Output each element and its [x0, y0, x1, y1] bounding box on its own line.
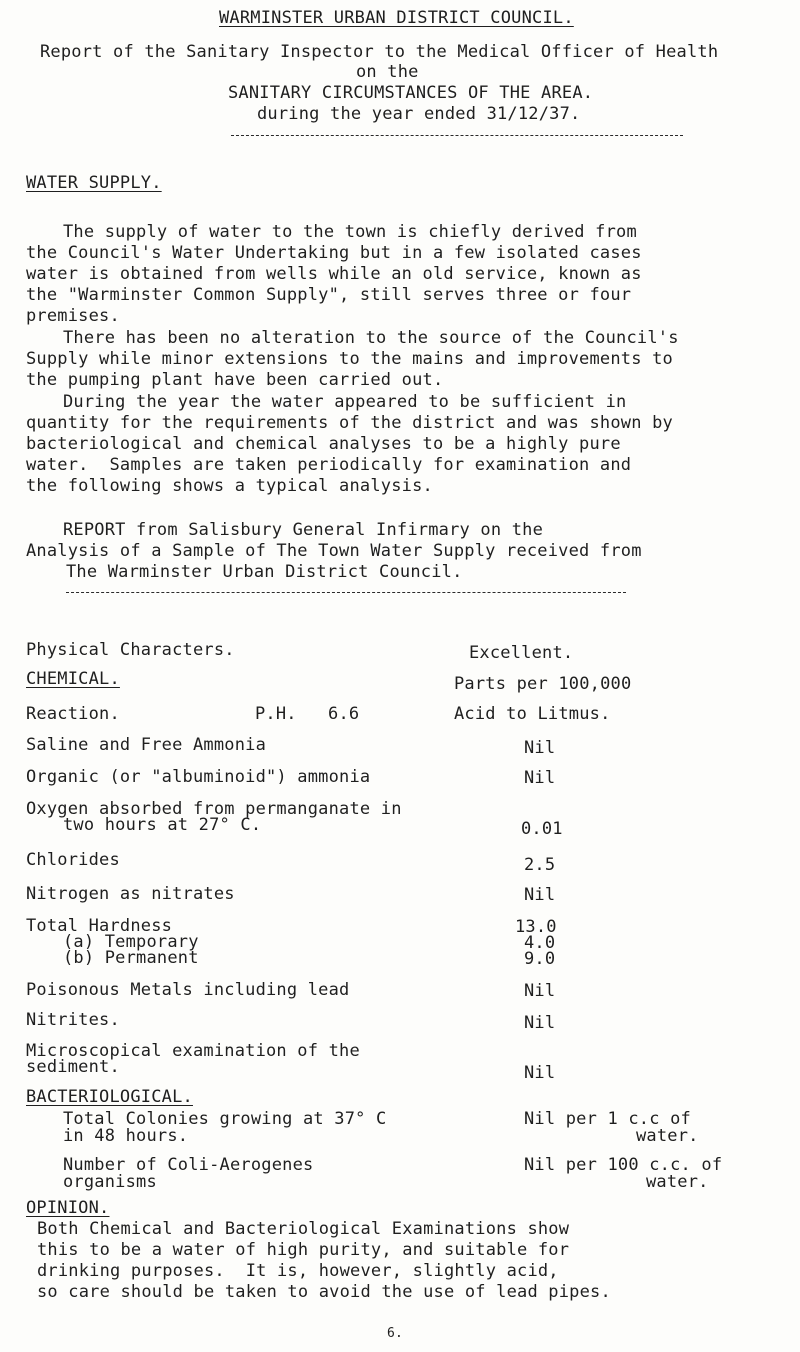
paragraph-1-line: the Council's Water Undertaking but in a few isolated cases: [26, 243, 642, 263]
hardness-permanent-label: (b) Permanent: [63, 947, 199, 968]
report-title-line-3: SANITARY CIRCUMSTANCES OF THE AREA.: [228, 83, 594, 103]
analysis-intro-line: Analysis of a Sample of The Town Water Supply received from: [26, 541, 642, 561]
hardness-temporary-label: (a) Temporary: [63, 931, 199, 952]
analysis-row-value: Nil: [524, 981, 556, 1002]
analysis-row-label: Saline and Free Ammonia: [26, 734, 267, 755]
paragraph-2-line: There has been no alteration to the source of the Council's: [63, 328, 679, 348]
analysis-row-value: Nil: [524, 768, 556, 789]
opinion-line: so care should be taken to avoid the use of lead pipes.: [37, 1282, 611, 1302]
water-supply-heading: WATER SUPPLY.: [26, 173, 162, 193]
reaction-value: Acid to Litmus.: [454, 704, 611, 725]
paragraph-3-line: bacteriological and chemical analyses to be a highly pure: [26, 434, 621, 454]
paragraph-1-line: The supply of water to the town is chiefly derived from: [63, 222, 637, 242]
bact-row-value-2: water.: [636, 1125, 699, 1146]
opinion-line: drinking purposes. It is, however, slightly acid,: [37, 1261, 559, 1281]
hardness-permanent-value: 9.0: [524, 949, 556, 970]
analysis-row-label-2: sediment.: [26, 1056, 120, 1077]
opinion-line: Both Chemical and Bacteriological Examinations show: [37, 1219, 570, 1239]
opinion-heading: OPINION.: [26, 1198, 110, 1218]
physical-value: Excellent.: [469, 643, 574, 664]
report-title-line-1: Report of the Sanitary Inspector to the Medical Officer of Health: [40, 42, 719, 62]
analysis-intro-line: REPORT from Salisbury General Infirmary on the: [63, 520, 544, 540]
chemical-units: Parts per 100,000: [454, 673, 632, 694]
paragraph-3-line: the following shows a typical analysis.: [26, 476, 433, 496]
analysis-row-label: Organic (or "albuminoid") ammonia: [26, 766, 371, 787]
analysis-row-label: Microscopical examination of the: [26, 1040, 360, 1061]
bact-row-value: Nil per 100 c.c. of: [524, 1155, 723, 1176]
hardness-label: Total Hardness: [26, 915, 173, 936]
bact-row-value: Nil per 1 c.c of: [524, 1108, 691, 1129]
analysis-row-label-2: two hours at 27° C.: [63, 815, 262, 836]
analysis-row-label: Nitrites.: [26, 1010, 120, 1031]
council-title: WARMINSTER URBAN DISTRICT COUNCIL.: [219, 8, 574, 28]
bact-row-label-2: organisms: [63, 1172, 157, 1192]
paragraph-1-line: premises.: [26, 306, 120, 326]
analysis-row-value: Nil: [524, 885, 556, 906]
paragraph-1-line: the "Warminster Common Supply", still serves three or four: [26, 285, 632, 305]
opinion-line: this to be a water of high purity, and suitable for: [37, 1240, 570, 1260]
analysis-row-value: 2.5: [524, 854, 556, 875]
bact-row-label: Number of Coli-Aerogenes: [63, 1155, 314, 1176]
analysis-row-label: Chlorides: [26, 849, 120, 870]
hardness-value: 13.0: [515, 917, 557, 938]
reaction-label: Reaction.: [26, 704, 120, 725]
paragraph-2-line: Supply while minor extensions to the mains and improvements to: [26, 349, 673, 369]
bact-row-value-2: water.: [646, 1172, 709, 1192]
analysis-row-value: 0.01: [521, 818, 563, 839]
paragraph-3-line: quantity for the requirements of the district and was shown by: [26, 413, 673, 433]
opinion-block: [26, 1198, 786, 1322]
paragraph-1-line: water is obtained from wells while an old service, known as: [26, 264, 642, 284]
page-number: 6.: [387, 1326, 404, 1341]
hardness-temporary-value: 4.0: [524, 933, 556, 954]
bact-row-label-2: in 48 hours.: [63, 1125, 189, 1146]
analysis-row-label: Oxygen absorbed from permanganate in: [26, 798, 402, 819]
bacteriological-heading: BACTERIOLOGICAL.: [26, 1087, 193, 1108]
analysis-divider: [66, 592, 626, 593]
bact-row-label: Total Colonies growing at 37° C: [63, 1108, 387, 1129]
analysis-row-label: Nitrogen as nitrates: [26, 883, 235, 904]
paragraph-3-line: water. Samples are taken periodically for examination and: [26, 455, 632, 475]
chemical-heading: CHEMICAL.: [26, 668, 120, 689]
reaction-ph: P.H. 6.6: [255, 704, 360, 725]
paragraph-3-line: During the year the water appeared to be sufficient in: [63, 392, 627, 412]
header-divider: [231, 135, 683, 136]
report-title-line-4: during the year ended 31/12/37.: [257, 104, 581, 124]
analysis-row-label: Poisonous Metals including lead: [26, 979, 350, 1000]
analysis-intro-line: The Warminster Urban District Council.: [66, 562, 463, 582]
analysis-row-value: Nil: [524, 1013, 556, 1034]
analysis-row-value: Nil: [524, 737, 556, 758]
report-title-line-2: on the: [356, 62, 419, 82]
paragraph-2-line: the pumping plant have been carried out.: [26, 370, 444, 390]
physical-label: Physical Characters.: [26, 640, 235, 660]
analysis-row-value: Nil: [524, 1063, 556, 1084]
